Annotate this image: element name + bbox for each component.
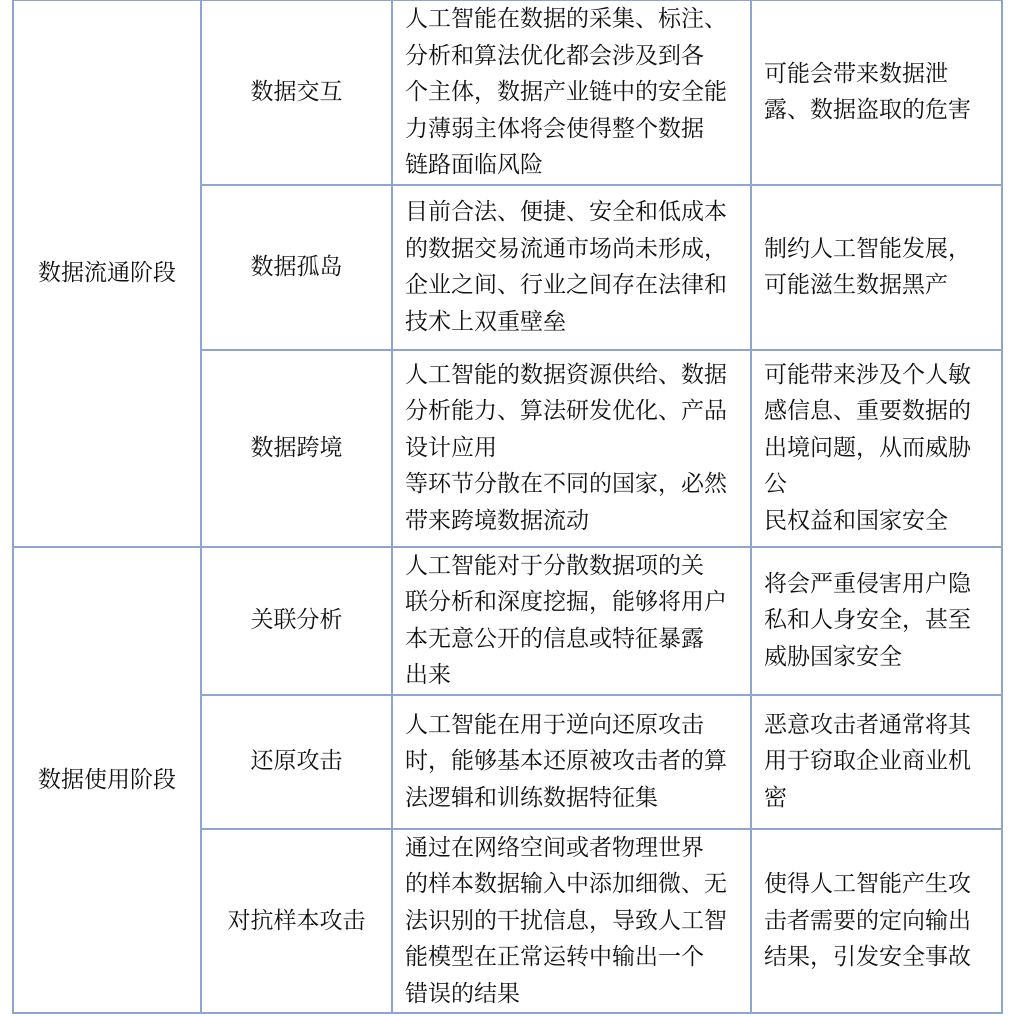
description-line: 的样本数据输入中添加细微、无 (405, 871, 727, 897)
impact-line: 威胁国家安全 (764, 643, 902, 670)
impact-line: 可能滋生数据黑产 (764, 272, 948, 298)
risk-name-cell: 关联分析 (201, 547, 392, 695)
description-line: 出来 (405, 662, 451, 688)
impact-line: 恶意攻击者通常将其 (764, 711, 971, 738)
description-line: 通过在网络空间或者物理世界 (405, 834, 704, 861)
description-line: 设计应用 (405, 434, 497, 461)
risk-name-cell: 数据跨境 (201, 350, 392, 547)
description-line: 目前合法、便捷、安全和低成本 (405, 199, 727, 225)
risk-name-cell: 还原攻击 (201, 695, 392, 829)
impact-line: 用于窃取企业商业机 (764, 748, 971, 775)
impact-line: 密 (764, 784, 787, 811)
risk-name-cell: 数据交互 (201, 1, 392, 185)
description-line: 人工智能的数据资源供给、数据 (405, 361, 727, 388)
impact-line: 可能会带来数据泄 (764, 60, 948, 87)
impact-line: 击者需要的定向输出 (764, 907, 971, 934)
impact-line: 私和人身安全，甚至 (764, 607, 971, 634)
risk-impact-cell (751, 547, 1002, 695)
impact-line: 制约人工智能发展， (764, 235, 971, 262)
description-line: 时，能够基本还原被攻击者的算 (405, 748, 727, 775)
risk-table (12, 0, 1003, 1014)
risk-name-cell: 对抗样本攻击 (201, 829, 392, 1014)
risk-description-cell (392, 695, 751, 829)
description-line: 错误的结果 (405, 980, 520, 1007)
impact-line: 民权益和国家安全 (764, 507, 948, 534)
description-line: 带来跨境数据流动 (405, 507, 589, 534)
description-line: 的数据交易流通市场尚未形成， (405, 235, 727, 262)
impact-line: 感信息、重要数据的 (764, 398, 971, 425)
description-line: 本无意公开的信息或特征暴露 (405, 625, 704, 652)
stage-cell: 数据使用阶段 (13, 547, 201, 1014)
risk-impact-cell (751, 185, 1002, 350)
description-line: 法识别的干扰信息，导致人工智 (405, 907, 727, 934)
description-line: 等环节分散在不同的国家，必然 (405, 471, 727, 498)
risk-description-cell (392, 1, 751, 185)
description-line: 法逻辑和训练数据特征集 (405, 784, 658, 811)
risk-impact-cell (751, 695, 1002, 829)
impact-line: 将会严重侵害用户隐 (764, 570, 971, 597)
description-line: 人工智能对于分散数据项的关 (405, 552, 704, 579)
risk-description-cell (392, 829, 751, 1014)
description-line: 能模型在正常运转中输出一个 (405, 944, 704, 970)
description-line: 人工智能在用于逆向还原攻击 (405, 711, 704, 738)
risk-description-cell (392, 350, 751, 547)
description-line: 人工智能在数据的采集、标注、 (405, 6, 727, 32)
description-line: 联分析和深度挖掘，能够将用户 (405, 589, 727, 615)
stage-cell: 数据流通阶段 (13, 1, 201, 547)
description-line: 链路面临风险 (405, 152, 543, 178)
description-line: 个主体，数据产业链中的安全能 (405, 79, 727, 105)
description-line: 分析能力、算法研发优化、产品 (405, 398, 727, 425)
risk-impact-cell (751, 350, 1002, 547)
impact-line: 出境问题，从而威胁 (764, 434, 971, 461)
impact-line: 露、数据盗取的危害 (764, 97, 971, 124)
risk-impact-cell (751, 829, 1002, 1014)
description-line: 企业之间、行业之间存在法律和 (405, 272, 727, 298)
impact-line: 结果，引发安全事故 (764, 944, 971, 970)
impact-line: 可能带来涉及个人敏 (764, 361, 971, 388)
impact-line: 使得人工智能产生攻 (764, 871, 971, 897)
risk-description-cell (392, 547, 751, 695)
table-row (13, 547, 1002, 695)
risk-impact-cell (751, 1, 1002, 185)
description-line: 技术上双重壁垒 (405, 308, 566, 335)
impact-line: 公 (764, 471, 787, 498)
description-line: 力薄弱主体将会使得整个数据 (405, 115, 704, 142)
risk-description-cell (392, 185, 751, 350)
description-line: 分析和算法优化都会涉及到各 (405, 42, 704, 69)
risk-name-cell: 数据孤岛 (201, 185, 392, 350)
table-row (13, 1, 1002, 185)
